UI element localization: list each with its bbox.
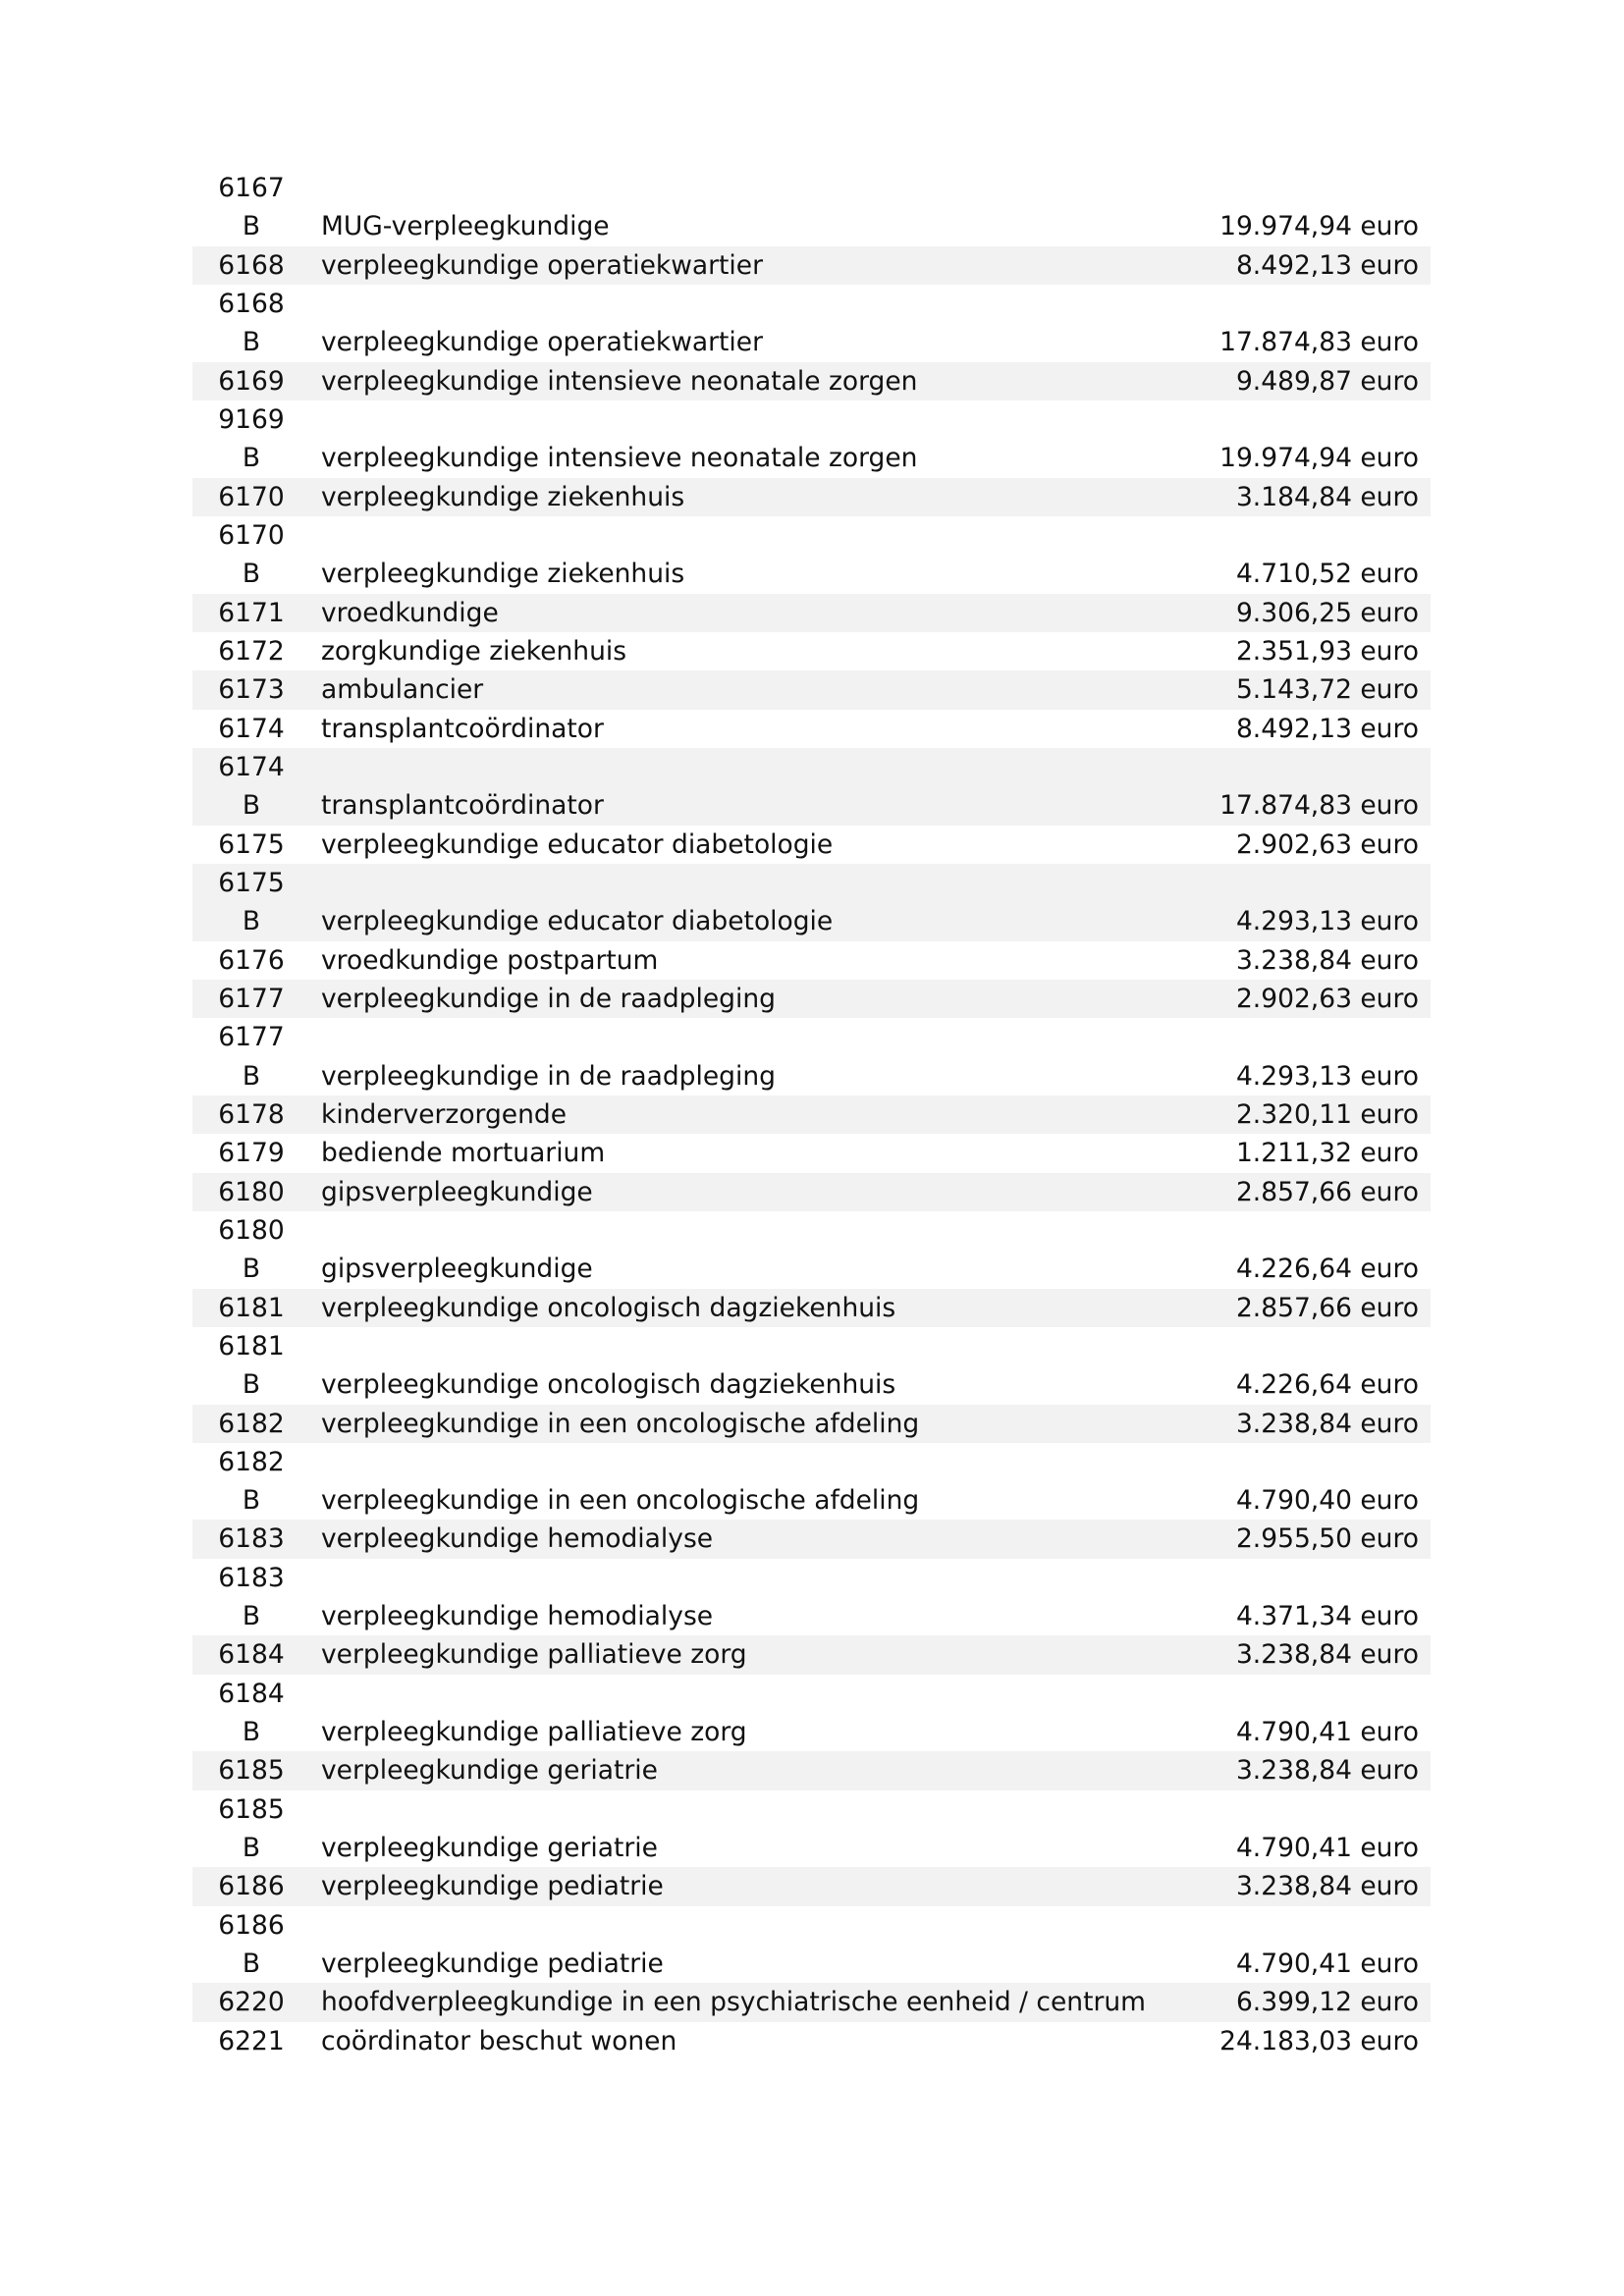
amount-value: 2.857,66 euro — [1235, 1176, 1419, 1207]
amount-value: 3.238,84 euro — [1235, 944, 1419, 976]
table-row — [192, 1327, 1431, 1405]
code-cell — [192, 594, 310, 632]
amount-value: 6.399,12 euro — [1235, 1987, 1419, 2018]
amount-value: 8.492,13 euro — [1235, 713, 1419, 744]
function-description: verpleegkundige in een oncologische afdeling — [321, 1408, 920, 1439]
amount-value: 9.489,87 euro — [1235, 365, 1419, 397]
amount-cell — [1185, 826, 1431, 864]
amount-value: 4.790,41 euro — [1235, 1717, 1419, 1748]
function-description: verpleegkundige educator diabetologie — [321, 906, 834, 937]
code-number: 6175 — [218, 867, 285, 898]
function-description: coördinator beschut wonen — [321, 2025, 677, 2056]
amount-cell — [1185, 864, 1431, 941]
description-cell — [310, 246, 1185, 285]
table-row — [192, 1443, 1431, 1521]
code-number: 6221 — [218, 2025, 285, 2056]
amount-cell — [1185, 1405, 1431, 1443]
amount-cell — [1185, 1018, 1431, 1095]
code-cell — [192, 1327, 310, 1405]
code-suffix: B — [242, 906, 261, 937]
description-cell — [310, 400, 1185, 478]
amount-cell — [1185, 1675, 1431, 1752]
amount-cell — [1185, 246, 1431, 285]
function-description: verpleegkundige educator diabetologie — [321, 828, 834, 860]
function-description: verpleegkundige oncologisch dagziekenhuis — [321, 1369, 896, 1401]
description-cell — [310, 169, 1185, 246]
amount-cell — [1185, 1751, 1431, 1789]
code-cell — [192, 632, 310, 670]
amount-value: 9.306,25 euro — [1235, 597, 1419, 628]
function-description: verpleegkundige in de raadpleging — [321, 983, 776, 1014]
code-suffix: B — [242, 327, 261, 358]
code-cell — [192, 246, 310, 285]
amount-cell — [1185, 478, 1431, 516]
code-suffix: B — [242, 1369, 261, 1401]
function-description: verpleegkundige operatiekwartier — [321, 249, 763, 281]
code-cell — [192, 1867, 310, 1905]
description-cell — [310, 362, 1185, 400]
code-cell — [192, 400, 310, 478]
description-cell — [310, 1327, 1185, 1405]
function-description: verpleegkundige ziekenhuis — [321, 481, 685, 512]
table-row — [192, 670, 1431, 709]
code-cell — [192, 1983, 310, 2021]
description-cell — [310, 1751, 1185, 1789]
code-cell — [192, 285, 310, 362]
amount-cell — [1185, 1327, 1431, 1405]
amount-value: 3.238,84 euro — [1235, 1639, 1419, 1671]
code-cell — [192, 2022, 310, 2060]
code-cell — [192, 1675, 310, 1752]
amount-value: 2.955,50 euro — [1235, 1523, 1419, 1555]
function-description: verpleegkundige oncologisch dagziekenhuis — [321, 1292, 896, 1323]
code-number: 6183 — [218, 1562, 285, 1593]
code-number: 6170 — [218, 519, 285, 551]
description-cell — [310, 1559, 1185, 1636]
code-number: 6180 — [218, 1176, 285, 1207]
description-cell — [310, 1520, 1185, 1558]
table-row — [192, 980, 1431, 1018]
description-cell — [310, 594, 1185, 632]
amount-cell — [1185, 1559, 1431, 1636]
fee-table — [192, 169, 1431, 2060]
code-number: 6173 — [218, 674, 285, 706]
code-suffix: B — [242, 1485, 261, 1517]
amount-cell — [1185, 1867, 1431, 1905]
code-number: 6178 — [218, 1098, 285, 1130]
code-number: 6186 — [218, 1909, 285, 1941]
function-description: verpleegkundige pediatrie — [321, 1871, 664, 1902]
code-cell — [192, 362, 310, 400]
function-description: verpleegkundige palliatieve zorg — [321, 1639, 747, 1671]
amount-value: 2.902,63 euro — [1235, 983, 1419, 1014]
code-suffix: B — [242, 1949, 261, 1980]
table-row — [192, 285, 1431, 362]
code-number: 6177 — [218, 983, 285, 1014]
code-number: 6169 — [218, 365, 285, 397]
amount-value: 3.238,84 euro — [1235, 1755, 1419, 1787]
description-cell — [310, 864, 1185, 941]
function-description: hoofdverpleegkundige in een psychiatrische eenheid / centrum — [321, 1987, 1146, 2018]
table-row — [192, 1289, 1431, 1327]
description-cell — [310, 516, 1185, 594]
code-suffix: B — [242, 443, 261, 474]
function-description: vroedkundige — [321, 597, 499, 628]
amount-cell — [1185, 362, 1431, 400]
code-suffix: B — [242, 1833, 261, 1864]
function-description: zorgkundige ziekenhuis — [321, 635, 627, 667]
table-row — [192, 594, 1431, 632]
amount-value: 3.238,84 euro — [1235, 1408, 1419, 1439]
code-number: 6184 — [218, 1639, 285, 1671]
amount-value: 4.790,41 euro — [1235, 1833, 1419, 1864]
code-suffix: B — [242, 211, 261, 242]
table-row — [192, 864, 1431, 941]
code-number: 6174 — [218, 713, 285, 744]
function-description: gipsverpleegkundige — [321, 1254, 593, 1285]
description-cell — [310, 941, 1185, 980]
code-cell — [192, 941, 310, 980]
amount-cell — [1185, 1983, 1431, 2021]
code-cell — [192, 670, 310, 709]
description-cell — [310, 1134, 1185, 1172]
amount-value: 24.183,03 euro — [1219, 2025, 1419, 2056]
amount-value: 3.238,84 euro — [1235, 1871, 1419, 1902]
code-cell — [192, 1289, 310, 1327]
code-suffix: B — [242, 559, 261, 590]
function-description: verpleegkundige geriatrie — [321, 1833, 658, 1864]
code-cell — [192, 864, 310, 941]
code-cell — [192, 169, 310, 246]
code-number: 6167 — [218, 173, 285, 203]
amount-value: 2.351,93 euro — [1235, 635, 1419, 667]
description-cell — [310, 1790, 1185, 1868]
amount-value: 5.143,72 euro — [1235, 674, 1419, 706]
amount-cell — [1185, 980, 1431, 1018]
amount-cell — [1185, 285, 1431, 362]
code-number: 6182 — [218, 1446, 285, 1477]
table-row — [192, 826, 1431, 864]
table-row — [192, 632, 1431, 670]
table-row — [192, 941, 1431, 980]
code-suffix: B — [242, 1254, 261, 1285]
code-number: 6182 — [218, 1408, 285, 1439]
description-cell — [310, 670, 1185, 709]
amount-cell — [1185, 1790, 1431, 1868]
description-cell — [310, 1018, 1185, 1095]
table-row — [192, 748, 1431, 826]
code-cell — [192, 516, 310, 594]
description-cell — [310, 1095, 1185, 1134]
description-cell — [310, 2022, 1185, 2060]
description-cell — [310, 826, 1185, 864]
code-number: 6170 — [218, 481, 285, 512]
amount-cell — [1185, 710, 1431, 748]
code-number: 6185 — [218, 1793, 285, 1825]
amount-cell — [1185, 1443, 1431, 1521]
amount-cell — [1185, 632, 1431, 670]
amount-cell — [1185, 748, 1431, 826]
code-cell — [192, 826, 310, 864]
amount-value: 4.790,41 euro — [1235, 1949, 1419, 1980]
amount-cell — [1185, 1906, 1431, 1984]
table-row — [192, 169, 1431, 246]
code-cell — [192, 748, 310, 826]
amount-cell — [1185, 1635, 1431, 1674]
code-cell — [192, 1635, 310, 1674]
code-number: 6180 — [218, 1214, 285, 1246]
function-description: kinderverzorgende — [321, 1098, 568, 1130]
code-number: 6171 — [218, 597, 285, 628]
function-description: MUG-verpleegkundige — [321, 211, 610, 242]
table-row — [192, 516, 1431, 594]
amount-value: 4.710,52 euro — [1235, 559, 1419, 590]
amount-cell — [1185, 1095, 1431, 1134]
function-description: transplantcoördinator — [321, 713, 604, 744]
amount-value: 4.226,64 euro — [1235, 1369, 1419, 1401]
table-row — [192, 1675, 1431, 1752]
table-row — [192, 1559, 1431, 1636]
description-cell — [310, 285, 1185, 362]
code-suffix: B — [242, 1601, 261, 1632]
table-row — [192, 1635, 1431, 1674]
function-description: verpleegkundige intensieve neonatale zorgen — [321, 365, 918, 397]
description-cell — [310, 1983, 1185, 2021]
description-cell — [310, 1443, 1185, 1521]
code-number: 6179 — [218, 1138, 285, 1169]
function-description: verpleegkundige intensieve neonatale zorgen — [321, 443, 918, 474]
description-cell — [310, 1906, 1185, 1984]
code-number: 6181 — [218, 1292, 285, 1323]
function-description: verpleegkundige in de raadpleging — [321, 1060, 776, 1092]
code-cell — [192, 980, 310, 1018]
description-cell — [310, 1173, 1185, 1211]
code-cell — [192, 1906, 310, 1984]
function-description: gipsverpleegkundige — [321, 1176, 593, 1207]
table-row — [192, 1790, 1431, 1868]
code-cell — [192, 1134, 310, 1172]
code-cell — [192, 478, 310, 516]
function-description: verpleegkundige operatiekwartier — [321, 327, 763, 358]
code-number: 6220 — [218, 1987, 285, 2018]
function-description: ambulancier — [321, 674, 484, 706]
code-cell — [192, 1790, 310, 1868]
amount-cell — [1185, 169, 1431, 246]
amount-value: 19.974,94 euro — [1219, 443, 1419, 474]
description-cell — [310, 980, 1185, 1018]
amount-value: 4.371,34 euro — [1235, 1601, 1419, 1632]
description-cell — [310, 1675, 1185, 1752]
function-description: verpleegkundige palliatieve zorg — [321, 1717, 747, 1748]
function-description: verpleegkundige pediatrie — [321, 1949, 664, 1980]
function-description: vroedkundige postpartum — [321, 944, 659, 976]
description-cell — [310, 748, 1185, 826]
amount-cell — [1185, 2022, 1431, 2060]
code-number: 6185 — [218, 1755, 285, 1787]
code-cell — [192, 710, 310, 748]
code-number: 9169 — [218, 403, 285, 435]
code-number: 6174 — [218, 751, 285, 782]
description-cell — [310, 478, 1185, 516]
code-cell — [192, 1559, 310, 1636]
code-cell — [192, 1405, 310, 1443]
code-cell — [192, 1211, 310, 1289]
code-number: 6186 — [218, 1871, 285, 1902]
description-cell — [310, 1211, 1185, 1289]
amount-cell — [1185, 1134, 1431, 1172]
table-row — [192, 1405, 1431, 1443]
amount-cell — [1185, 941, 1431, 980]
amount-value: 1.211,32 euro — [1235, 1138, 1419, 1169]
amount-value: 2.857,66 euro — [1235, 1292, 1419, 1323]
table-row — [192, 478, 1431, 516]
amount-cell — [1185, 1520, 1431, 1558]
table-row — [192, 246, 1431, 285]
description-cell — [310, 632, 1185, 670]
code-suffix: B — [242, 1717, 261, 1748]
function-description: verpleegkundige geriatrie — [321, 1755, 658, 1787]
amount-cell — [1185, 1173, 1431, 1211]
code-cell — [192, 1018, 310, 1095]
amount-value: 8.492,13 euro — [1235, 249, 1419, 281]
code-number: 6183 — [218, 1523, 285, 1555]
amount-value: 2.320,11 euro — [1235, 1098, 1419, 1130]
amount-cell — [1185, 594, 1431, 632]
function-description: verpleegkundige hemodialyse — [321, 1601, 714, 1632]
code-number: 6175 — [218, 828, 285, 860]
description-cell — [310, 1867, 1185, 1905]
amount-cell — [1185, 1211, 1431, 1289]
amount-value: 4.293,13 euro — [1235, 906, 1419, 937]
amount-cell — [1185, 670, 1431, 709]
table-row — [192, 710, 1431, 748]
description-cell — [310, 1635, 1185, 1674]
table-row — [192, 1018, 1431, 1095]
amount-cell — [1185, 400, 1431, 478]
description-cell — [310, 1289, 1185, 1327]
amount-value: 4.226,64 euro — [1235, 1254, 1419, 1285]
table-row — [192, 1134, 1431, 1172]
function-description: verpleegkundige hemodialyse — [321, 1523, 714, 1555]
table-row — [192, 2022, 1431, 2060]
code-cell — [192, 1751, 310, 1789]
code-suffix: B — [242, 1060, 261, 1092]
code-number: 6177 — [218, 1022, 285, 1053]
description-cell — [310, 1405, 1185, 1443]
table-row — [192, 1983, 1431, 2021]
table-row — [192, 1906, 1431, 1984]
table-row — [192, 362, 1431, 400]
amount-value: 4.293,13 euro — [1235, 1060, 1419, 1092]
table-row — [192, 400, 1431, 478]
table-row — [192, 1867, 1431, 1905]
table-row — [192, 1211, 1431, 1289]
function-description: transplantcoördinator — [321, 790, 604, 822]
amount-value: 2.902,63 euro — [1235, 828, 1419, 860]
table-row — [192, 1095, 1431, 1134]
function-description: verpleegkundige ziekenhuis — [321, 559, 685, 590]
code-number: 6172 — [218, 635, 285, 667]
amount-value: 3.184,84 euro — [1235, 481, 1419, 512]
code-number: 6181 — [218, 1330, 285, 1362]
code-number: 6168 — [218, 288, 285, 319]
code-suffix: B — [242, 790, 261, 822]
amount-value: 17.874,83 euro — [1219, 327, 1419, 358]
table-row — [192, 1520, 1431, 1558]
table-row — [192, 1751, 1431, 1789]
function-description: bediende mortuarium — [321, 1138, 606, 1169]
code-cell — [192, 1173, 310, 1211]
amount-cell — [1185, 1289, 1431, 1327]
amount-cell — [1185, 516, 1431, 594]
code-number: 6176 — [218, 944, 285, 976]
code-number: 6168 — [218, 249, 285, 281]
amount-value: 4.790,40 euro — [1235, 1485, 1419, 1517]
amount-value: 17.874,83 euro — [1219, 790, 1419, 822]
table-row — [192, 1173, 1431, 1211]
code-cell — [192, 1095, 310, 1134]
code-cell — [192, 1443, 310, 1521]
code-cell — [192, 1520, 310, 1558]
amount-value: 19.974,94 euro — [1219, 211, 1419, 242]
code-number: 6184 — [218, 1678, 285, 1709]
function-description: verpleegkundige in een oncologische afdeling — [321, 1485, 920, 1517]
description-cell — [310, 710, 1185, 748]
